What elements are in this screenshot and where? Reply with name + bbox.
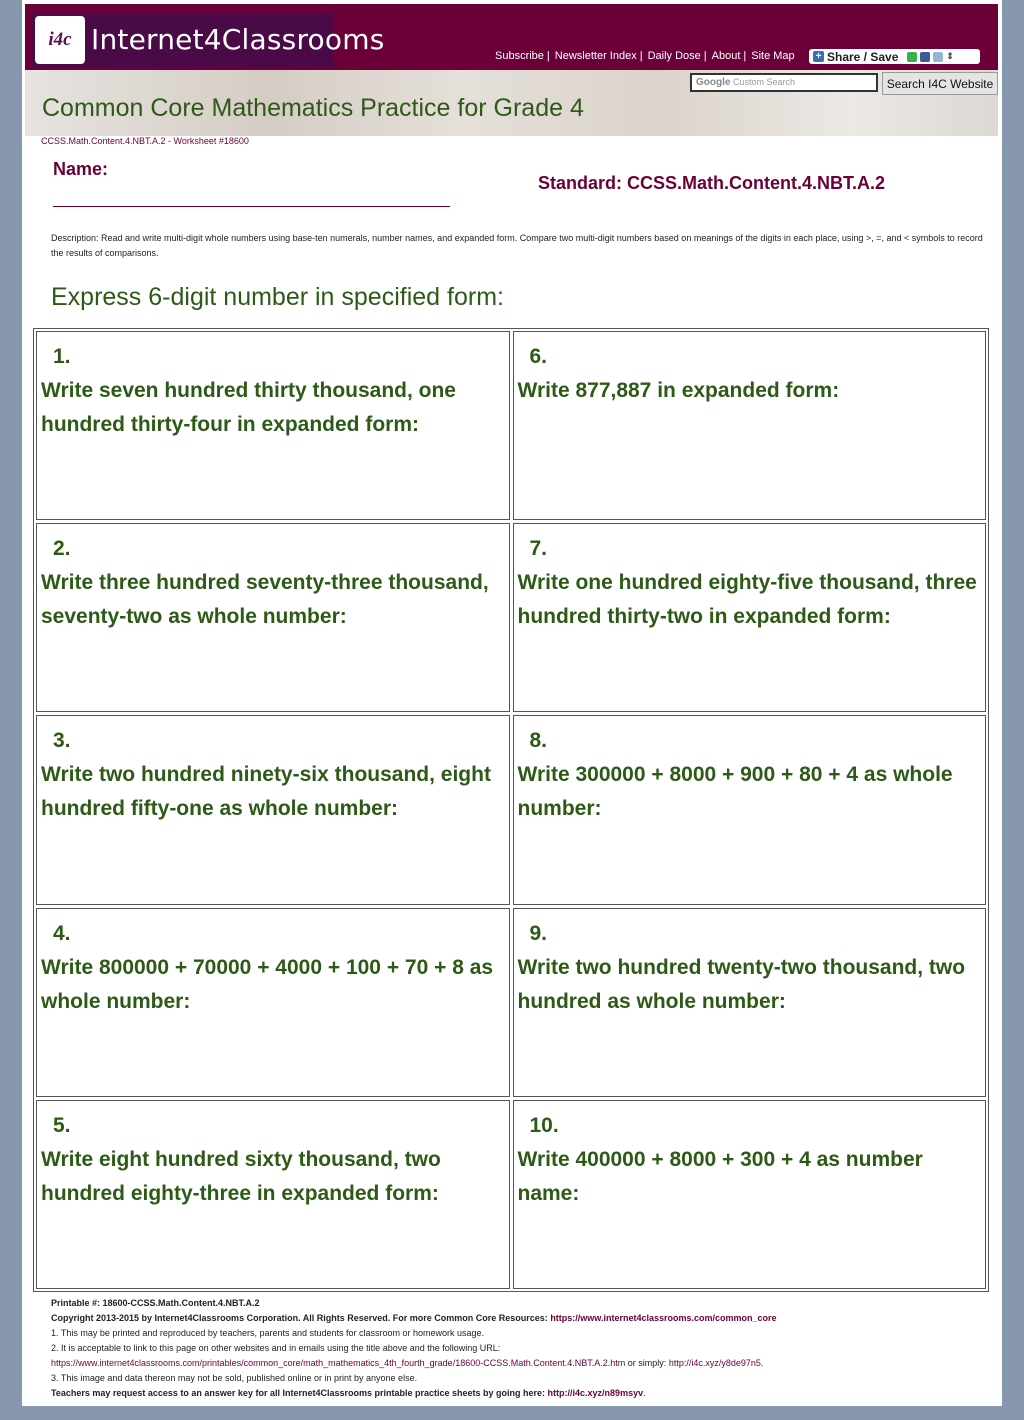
site-logo[interactable] (31, 14, 385, 67)
question-cell (36, 331, 510, 520)
or-simply-text: or simply: (627, 1358, 667, 1368)
nav-daily-dose[interactable]: Daily Dose (647, 50, 701, 62)
share-button[interactable] (809, 49, 980, 64)
question-cell (36, 908, 510, 1097)
question-text: Write two hundred twenty-two thousand, two hundred as whole number: (517, 955, 966, 1013)
standard-label: Standard: CCSS.Math.Content.4.NBT.A.2 (538, 173, 886, 193)
facebook-icon (920, 52, 930, 62)
worksheet-ref: CCSS.Math.Content.4.NBT.A.2 - Worksheet #18600 (41, 136, 249, 146)
question-text: Write 400000 + 8000 + 300 + 4 as number name: (517, 1147, 923, 1205)
page-title: Common Core Mathematics Practice for Grade 4 (42, 94, 584, 122)
question-number: 5. (53, 1113, 71, 1137)
share-plus-icon: + (813, 51, 824, 62)
description: Description: Read and write multi-digit whole numbers using base-ten numerals, number names, and expanded form. Compare two multi-digit numbers based on meanings of the digits in each place, using >, =, and < symbols to record the results of comparisons. (51, 233, 983, 258)
logo-text: Internet4Classrooms (91, 23, 385, 56)
search-placeholder: Custom Search (732, 77, 795, 87)
logo-mark: i4c (35, 16, 85, 64)
usage-note-2-urls: https://www.internet4classrooms.com/printables/common_core/math_mathematics_4th_fourth_grade/18600-CCSS.Math.Content.4.NBT.A.2.htm or simply: http://i4c.xyz/y8de97n5. (51, 1358, 764, 1368)
short-url-link[interactable]: http://i4c.xyz/y8de97n5 (668, 1358, 761, 1368)
usage-note-2: 2. It is acceptable to link to this page on other websites and in emails using the title above and the following URL: (51, 1343, 501, 1353)
copyright-text: Copyright 2013-2015 by Internet4Classrooms Corporation. All Rights Reserved. For more Common Core Resources: (51, 1313, 548, 1323)
question-cell (36, 523, 510, 712)
instructions: Express 6-digit number in specified form: (51, 283, 504, 311)
search-button[interactable]: Search I4C Website (882, 72, 998, 95)
question-cell (36, 1100, 510, 1289)
answer-key-link[interactable]: http://i4c.xyz/n89msyv (547, 1388, 644, 1398)
question-number: 4. (53, 921, 71, 945)
question-number: 10. (529, 1113, 559, 1137)
copyright-line (51, 1311, 996, 1326)
question-number: 2. (53, 537, 71, 561)
nav-subscribe[interactable]: Subscribe (495, 50, 544, 62)
printable-number: Printable #: 18600-CCSS.Math.Content.4.NBT.A.2 (51, 1298, 260, 1308)
question-number: 9. (529, 921, 548, 945)
top-nav (495, 50, 795, 62)
nav-separator: | (546, 50, 550, 62)
question-cell (513, 1100, 987, 1289)
nav-about[interactable]: About (711, 50, 741, 62)
question-cell (513, 908, 987, 1097)
chevron-updown-icon: ⇕ (946, 51, 954, 61)
footer (51, 1296, 996, 1401)
questions-table (33, 328, 989, 1292)
question-text: Write three hundred seventy-three thousand, seventy-two as whole number: (41, 571, 489, 629)
question-text: Write one hundred eighty-five thousand, three hundred thirty-two in expanded form: (517, 571, 977, 629)
nav-separator: | (703, 50, 707, 62)
answer-key-text: Teachers may request access to an answer key for all Internet4Classrooms printable practice sheets by going here: (51, 1388, 546, 1398)
google-logo: Google (696, 77, 731, 88)
question-number: 6. (529, 345, 548, 368)
usage-note-3: 3. This image and data thereon may not be sold, published online or in print by anyone else. (51, 1373, 418, 1383)
answer-key-line: Teachers may request access to an answer key for all Internet4Classrooms printable practice sheets by going here: http://i4c.xyz/n89msyv. (51, 1388, 646, 1398)
question-text: Write eight hundred sixty thousand, two hundred eighty-three in expanded form: (41, 1147, 441, 1205)
question-number: 1. (53, 345, 71, 368)
site-header (25, 4, 998, 70)
worksheet-url-link[interactable]: https://www.internet4classrooms.com/printables/common_core/math_mathematics_4th_fourth_grade/18600-CCSS.Math.Content.4.NBT.A.2.htm (51, 1358, 626, 1368)
nav-newsletter-index[interactable]: Newsletter Index (554, 50, 637, 62)
share-label: Share / Save (827, 49, 899, 64)
question-text: Write 877,887 in expanded form: (517, 379, 840, 402)
question-text: Write seven hundred thirty thousand, one hundred thirty-four in expanded form: (41, 379, 456, 436)
common-core-link[interactable]: https://www.internet4classrooms.com/common_core (550, 1313, 777, 1323)
question-text: Write 800000 + 70000 + 4000 + 100 + 70 + 8 as whole number: (41, 955, 494, 1013)
question-text: Write 300000 + 8000 + 900 + 80 + 4 as whole number: (517, 763, 953, 821)
question-cell (513, 715, 987, 904)
question-text: Write two hundred ninety-six thousand, eight hundred fifty-one as whole number: (41, 763, 491, 821)
nav-site-map[interactable]: Site Map (751, 50, 795, 62)
search-input[interactable] (690, 73, 878, 92)
nav-separator: | (743, 50, 747, 62)
question-number: 8. (529, 729, 548, 753)
twitter-icon (933, 52, 943, 62)
name-line (53, 206, 450, 207)
question-number: 7. (529, 537, 548, 561)
nav-separator: | (639, 50, 643, 62)
question-number: 3. (53, 729, 71, 753)
name-label: Name: (53, 159, 109, 179)
usage-note-1: 1. This may be printed and reproduced by teachers, parents and students for classroom or homework usage. (51, 1328, 485, 1338)
worksheet-page (22, 0, 1002, 1406)
question-cell (36, 715, 510, 904)
question-cell (513, 523, 987, 712)
banner (25, 70, 998, 136)
question-cell (513, 331, 987, 520)
email-share-icon (907, 52, 917, 62)
